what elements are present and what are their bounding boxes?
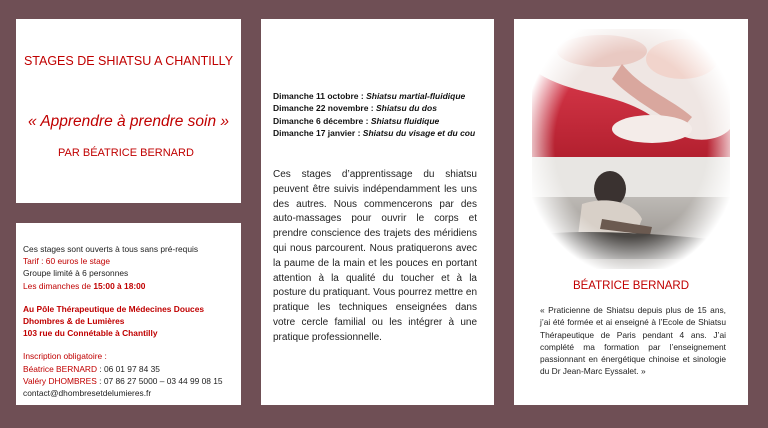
schedule-item: Dimanche 17 janvier : Shiatsu du visage et du cou (273, 128, 476, 139)
tarif-text: Tarif : 60 euros le stage (23, 256, 111, 267)
info-card (16, 223, 241, 405)
contact-1-name: Béatrice BERNARD (23, 363, 98, 374)
page-title: STAGES DE SHIATSU A CHANTILLY (23, 54, 234, 68)
venue-line-1: Au Pôle Thérapeutique de Médecines Douces (23, 303, 205, 314)
shiatsu-photo (532, 29, 730, 269)
schedule-item: Dimanche 6 décembre : Shiatsu fluidique (273, 115, 440, 126)
contact-2-name: Valéry DHOMBRES (23, 375, 97, 386)
slogan: « Apprendre à prendre soin » (27, 113, 230, 130)
open-text: Ces stages sont ouverts à tous sans pré-requis (23, 244, 199, 254)
profile-bio: « Praticienne de Shiatsu depuis plus de 15 ans, j’ai été formée et ai enseigné à l’Ecole de Shiatsu Thérapeutique de Paris pendant 4 ans. J’ai complété ma formation par l’enseignement passionnant en énergétique chinoise et sinologie du Dr Jean-Marc Eyssalet. » (540, 305, 726, 377)
program-card (261, 19, 494, 405)
schedule-time-line (23, 280, 241, 292)
group-text: Groupe limité à 6 personnes (23, 268, 129, 279)
title-card (16, 19, 241, 203)
profile-name: BÉATRICE BERNARD (572, 280, 690, 292)
schedule-list (273, 90, 475, 140)
profile-card (514, 19, 748, 405)
sundays-time: 15:00 à 18:00 (93, 280, 146, 291)
inscription-label: Inscription obligatoire : (23, 351, 107, 362)
sundays-prefix: Les dimanches de (23, 280, 94, 291)
contact-2-phone: : 07 86 27 5000 – 03 44 99 08 15 (96, 375, 223, 386)
contact-1 (23, 363, 241, 375)
email-link[interactable]: contact@dhombresetdelumieres.fr (23, 388, 152, 399)
venue-line-2: Dhombres & de Lumières (23, 316, 125, 327)
schedule-item: Dimanche 11 octobre : Shiatsu martial-fluidique (273, 91, 466, 101)
contact-2 (23, 375, 241, 387)
contact-1-phone: : 06 01 97 84 35 (97, 363, 160, 374)
description-text: Ces stages d’apprentissage du shiatsu peuvent être suivis indépendamment les uns des autres. Nous commencerons par des auto-massages pour ouvrir le corps et prendre conscience des trajets des méridiens qui nous parcourent. Nous pratiquerons avec la paume de la main et les pouces en portant attention à la qualité du toucher et à la posture du pratiquant. Vous pourrez mettre en pratique les techniques enseignées dans votre cercle familial ou les intégrer à une pratique professionnelle. (273, 169, 478, 343)
venue-line-3: 103 rue du Connétable à Chantilly (23, 328, 158, 339)
schedule-item: Dimanche 22 novembre : Shiatsu du dos (273, 103, 437, 114)
author-line: PAR BÉATRICE BERNARD (58, 147, 194, 159)
